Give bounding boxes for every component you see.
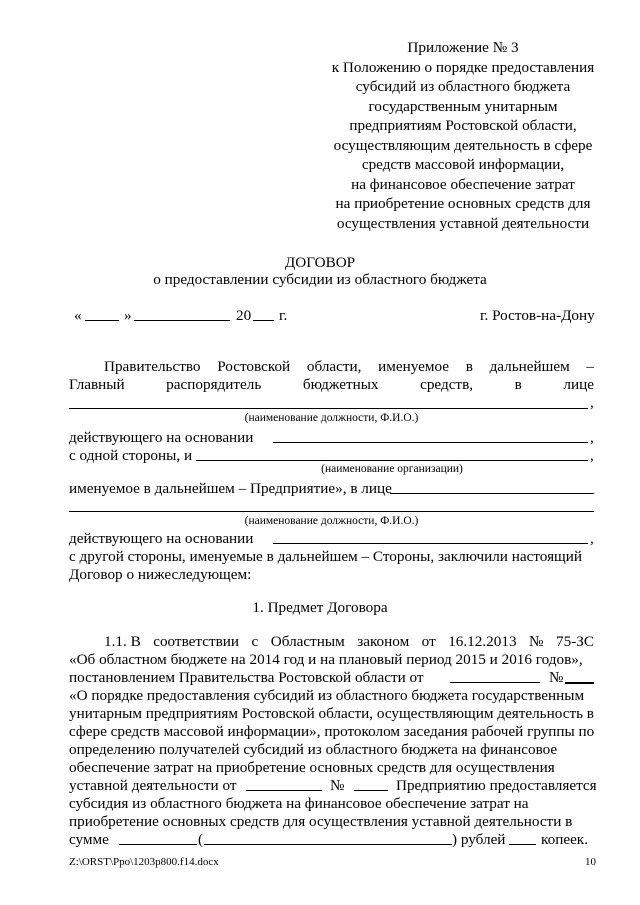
appendix-line: субсидий из областного бюджета xyxy=(355,78,571,95)
appendix-block xyxy=(318,38,608,233)
document-title: ДОГОВОР xyxy=(284,254,356,271)
acting-basis-label: действующего на основании xyxy=(69,429,254,446)
position-fio-blank-1[interactable] xyxy=(69,408,588,409)
acting-basis-label-2: действующего на основании xyxy=(69,530,254,547)
rubles-label: ) рублей xyxy=(452,831,506,848)
section-heading: 1. Предмет Договора xyxy=(252,599,388,616)
appendix-line: государственным унитарным xyxy=(368,97,558,115)
word: 75-ЗС xyxy=(556,633,594,650)
open-paren: ( xyxy=(198,831,204,848)
section1-line-1 xyxy=(104,632,594,651)
enterprise-representative-blank[interactable] xyxy=(390,493,594,494)
organization-blank[interactable] xyxy=(196,460,588,461)
appendix-line: на приобретение основных средств для xyxy=(335,195,591,212)
word: от xyxy=(421,633,436,650)
place-of-signing: г. Ростов-на-Дону xyxy=(480,307,595,324)
date-open-quote: « xyxy=(74,307,82,324)
section1-line-4: «О порядке предоставления субсидий из областного бюджета государственным xyxy=(69,687,585,704)
caption-position-fio-2: (наименование должности, Ф.И.О.) xyxy=(244,515,419,527)
date-year-suffix: г. xyxy=(279,307,288,324)
basis-blank-1[interactable] xyxy=(273,442,588,443)
word: бюджетных xyxy=(302,376,379,393)
comma: , xyxy=(590,429,594,446)
comma: , xyxy=(590,394,594,411)
word: лице xyxy=(563,376,594,393)
appendix-line: на финансовое обеспечение затрат xyxy=(351,175,575,193)
comma: , xyxy=(590,530,594,547)
word: области, xyxy=(306,358,362,375)
number-sign: № xyxy=(330,777,345,794)
position-fio-blank-2[interactable] xyxy=(69,511,594,512)
appendix-line: предприятиям Ростовской области, xyxy=(349,117,577,134)
one-side-label: с одной стороны, и xyxy=(69,447,193,464)
date-month-blank[interactable] xyxy=(134,320,230,321)
appendix-line: Приложение № 3 xyxy=(407,39,519,56)
basis-blank-2[interactable] xyxy=(273,543,588,544)
word: средств, xyxy=(420,376,474,393)
section1-line-5: унитарным предприятиям Ростовской области, осуществляющим деятельность в xyxy=(69,705,594,722)
word: именуемое xyxy=(378,358,450,375)
date-year-blank[interactable] xyxy=(253,320,274,321)
section1-line-3a: постановлением Правительства Ростовской области от xyxy=(69,669,424,686)
date-close-quote: » xyxy=(124,307,132,324)
appendix-line: средств массовой информации, xyxy=(361,156,565,173)
kopecks-blank[interactable] xyxy=(509,844,536,845)
word: дальнейшем xyxy=(489,358,570,375)
date-year-prefix: 20 xyxy=(236,307,252,324)
kopecks-label: копеек. xyxy=(541,831,588,848)
word: в xyxy=(514,376,522,393)
caption-position-fio: (наименование должности, Ф.И.О.) xyxy=(244,412,419,424)
resolution-number-blank[interactable] xyxy=(565,682,594,684)
appendix-line: осуществляющим деятельность в сфере xyxy=(333,136,593,154)
resolution-date-blank[interactable] xyxy=(450,682,540,683)
section1-line-8: обеспечение затрат на приобретение основных средств для осуществления xyxy=(69,759,555,776)
number-sign: № xyxy=(549,669,564,686)
section1-line-11: приобретение основных средств для осуществления уставной деятельности в xyxy=(69,813,573,830)
word: 16.12.2013 xyxy=(448,633,517,650)
caption-organization: (наименование организации) xyxy=(321,463,463,475)
section1-line-9c: Предприятию предоставляется xyxy=(396,777,597,794)
section1-line-9a: уставной деятельности от xyxy=(69,777,237,794)
word: – xyxy=(586,358,594,375)
word: № xyxy=(529,633,544,650)
file-path: Z:\ORST\Ppo\1203p800.f14.docx xyxy=(69,856,219,868)
other-side-text: с другой стороны, именуемые в дальнейшем – Стороны, заключили настоящий xyxy=(69,548,582,565)
section1-line-6: сфере средств массовой информации», протоколом заседания рабочей группы по xyxy=(69,723,595,740)
contract-below-text: Договор о нижеследующем: xyxy=(69,566,252,583)
word: Правительство xyxy=(104,358,201,375)
word: законом xyxy=(357,633,410,650)
parties-line-2 xyxy=(69,375,594,394)
appendix-line: осуществления уставной деятельности xyxy=(336,214,590,232)
parties-line-1 xyxy=(104,357,594,376)
word: распорядитель xyxy=(166,376,262,393)
document-subtitle: о предоставлении субсидии из областного бюджета xyxy=(153,271,487,288)
amount-words-blank[interactable] xyxy=(204,844,452,845)
comma: , xyxy=(590,447,594,464)
word: Ростовской xyxy=(217,358,291,375)
word: Областным xyxy=(270,633,345,650)
appendix-line: к Положению о порядке предоставления xyxy=(331,58,595,76)
word: в xyxy=(465,358,473,375)
protocol-date-blank[interactable] xyxy=(246,790,322,791)
date-day-blank[interactable] xyxy=(85,320,119,321)
amount-digits-blank[interactable] xyxy=(119,844,197,845)
word: с xyxy=(251,633,259,650)
enterprise-label: именуемое в дальнейшем – Предприятие», в лице xyxy=(69,480,392,497)
word: 1.1. В xyxy=(104,633,141,650)
protocol-number-blank[interactable] xyxy=(354,790,388,791)
section1-line-2: «Об областном бюджете на 2014 год и на плановый период 2015 и 2016 годов», xyxy=(69,651,583,668)
section1-line-10: субсидия из областного бюджета на финансовое обеспечение затрат на xyxy=(69,795,529,812)
word: Главный xyxy=(69,376,125,393)
section1-line-7: определению получателей субсидий из областного бюджета на финансовое xyxy=(69,741,558,758)
amount-label: сумме xyxy=(69,831,109,848)
word: соответствии xyxy=(153,633,240,650)
page-number: 10 xyxy=(585,856,596,868)
